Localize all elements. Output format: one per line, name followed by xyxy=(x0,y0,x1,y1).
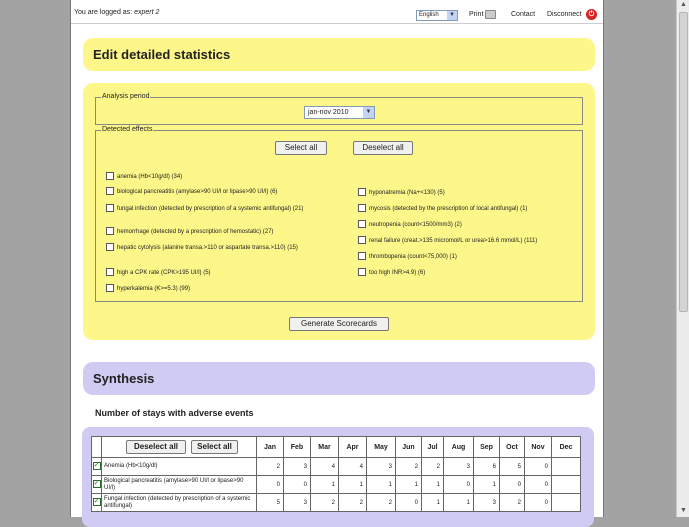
effect-label: hepatic cytolysis (alanine transa.>110 or aspartate transa.>110) (15) xyxy=(117,245,298,251)
top-bar xyxy=(71,0,604,24)
print-link[interactable]: Print xyxy=(469,11,484,18)
effect-label: hyperkalemia (K>=5.3) (99) xyxy=(117,286,191,292)
table-cell: 0 xyxy=(500,476,525,494)
effect-label: too high INR>4.9) (6) xyxy=(369,270,426,276)
table-cell: 3 xyxy=(284,458,311,476)
effect-checkbox[interactable] xyxy=(106,284,114,292)
table-cell: 2 xyxy=(422,458,444,476)
table-cell: 5 xyxy=(257,494,284,512)
month-header: Jul xyxy=(422,437,444,458)
analysis-period-legend: Analysis period xyxy=(102,93,150,100)
language-select[interactable]: English ▼ xyxy=(416,10,458,21)
table-cell: 2 xyxy=(257,458,284,476)
table-cell: 0 xyxy=(284,476,311,494)
table-cell: 6 xyxy=(474,458,500,476)
table-cell: 0 xyxy=(444,476,474,494)
table-cell: 0 xyxy=(396,494,422,512)
table-cell: 0 xyxy=(525,476,552,494)
table-cell xyxy=(552,494,581,512)
month-header: Jun xyxy=(396,437,422,458)
table-cell: 1 xyxy=(396,476,422,494)
effect-checkbox[interactable] xyxy=(358,188,366,196)
table-cell: 2 xyxy=(339,494,367,512)
effect-label: hemorrhage (detected by a prescription of hemostatic) (27) xyxy=(117,229,274,235)
chevron-down-icon: ▼ xyxy=(363,107,374,118)
effect-label: neutropenia (count<1500/mm3) (2) xyxy=(369,222,462,228)
edit-stats-title: Edit detailed statistics xyxy=(83,38,595,71)
effect-label: high a CPK rate (CPK>195 UI/l) (5) xyxy=(117,270,211,276)
row-checkbox[interactable] xyxy=(93,480,101,488)
chevron-down-icon: ▼ xyxy=(447,11,457,20)
effect-label: anemia (Hb<10g/dl) (34) xyxy=(117,174,183,180)
analysis-period-select[interactable]: jan-nov 2010 ▼ xyxy=(304,106,375,119)
table-cell: 0 xyxy=(257,476,284,494)
month-header: Feb xyxy=(284,437,311,458)
effect-label: mycosis (detected by the prescription of local antifungal) (1) xyxy=(369,206,528,212)
detected-effects-legend: Detected effects xyxy=(102,126,153,133)
power-icon[interactable]: ⏻ xyxy=(586,9,597,20)
table-cell: 1 xyxy=(422,494,444,512)
month-header: Aug xyxy=(444,437,474,458)
table-cell: 1 xyxy=(422,476,444,494)
effect-checkbox[interactable] xyxy=(358,204,366,212)
deselect-all-button[interactable]: Deselect all xyxy=(353,141,413,155)
table-cell: 1 xyxy=(311,476,339,494)
table-row xyxy=(92,494,581,512)
synthesis-subtitle: Number of stays with adverse events xyxy=(95,408,254,418)
table-cell: 2 xyxy=(396,458,422,476)
adverse-events-table xyxy=(91,436,581,512)
table-cell: 3 xyxy=(284,494,311,512)
table-cell: 3 xyxy=(367,458,396,476)
month-header: Dec xyxy=(552,437,581,458)
row-label: Biological pancreatitis (amylase>90 UI/l or lipase>90 UI/l) xyxy=(102,476,257,494)
scroll-up-icon[interactable]: ▲ xyxy=(680,1,687,8)
effect-checkbox[interactable] xyxy=(358,220,366,228)
table-deselect-all-button[interactable]: Deselect all xyxy=(126,440,186,454)
effect-label: thrombopenia (count<75,000) (1) xyxy=(369,254,457,260)
disconnect-link[interactable]: Disconnect xyxy=(547,11,582,18)
table-cell: 4 xyxy=(339,458,367,476)
logged-as-text: You are logged as: expert 2 xyxy=(74,9,160,16)
effect-checkbox[interactable] xyxy=(106,227,114,235)
table-cell: 2 xyxy=(500,494,525,512)
table-cell: 1 xyxy=(474,476,500,494)
table-cell: 1 xyxy=(367,476,396,494)
effect-label: fungal infection (detected by prescription of a systemic antifungal) (21) xyxy=(117,206,304,212)
table-cell xyxy=(552,458,581,476)
scroll-thumb[interactable] xyxy=(679,12,688,312)
table-actions-header xyxy=(102,437,257,458)
table-cell: 1 xyxy=(444,494,474,512)
row-checkbox[interactable] xyxy=(93,462,101,470)
effect-label: renal failure (creat.>135 micromol/L or urea>16.6 mmol/L) (111) xyxy=(369,238,538,244)
synthesis-title: Synthesis xyxy=(83,362,595,395)
effect-checkbox[interactable] xyxy=(358,268,366,276)
table-cell: 4 xyxy=(311,458,339,476)
row-label: Fungal infection (detected by prescription of a systemic antifungal) xyxy=(102,494,257,512)
table-header-row xyxy=(92,437,581,458)
select-all-button[interactable]: Select all xyxy=(275,141,327,155)
effect-checkbox[interactable] xyxy=(358,236,366,244)
month-header: Jan xyxy=(257,437,284,458)
table-cell: 1 xyxy=(339,476,367,494)
row-checkbox[interactable] xyxy=(93,498,101,506)
month-header: May xyxy=(367,437,396,458)
table-cell: 2 xyxy=(311,494,339,512)
table-cell: 5 xyxy=(500,458,525,476)
month-header: Nov xyxy=(525,437,552,458)
effect-checkbox[interactable] xyxy=(106,268,114,276)
table-cell: 0 xyxy=(525,458,552,476)
table-cell: 0 xyxy=(525,494,552,512)
username: expert 2 xyxy=(134,9,160,16)
vertical-scrollbar[interactable] xyxy=(676,0,689,517)
table-cell xyxy=(552,476,581,494)
table-row xyxy=(92,458,581,476)
effect-label: biological pancreatitis (amylase>90 UI/l or lipase>90 UI/l) (6) xyxy=(117,189,278,195)
month-header: Oct xyxy=(500,437,525,458)
contact-link[interactable]: Contact xyxy=(511,11,536,18)
month-header: Mar xyxy=(311,437,339,458)
table-select-all-button[interactable]: Select all xyxy=(191,440,238,454)
month-header: Apr xyxy=(339,437,367,458)
table-row xyxy=(92,476,581,494)
generate-scorecards-button[interactable]: Generate Scorecards xyxy=(289,317,389,331)
month-header: Sep xyxy=(474,437,500,458)
effect-checkbox[interactable] xyxy=(106,187,114,195)
row-label: Anemia (Hb<10g/dl) xyxy=(102,458,257,476)
table-cell: 3 xyxy=(474,494,500,512)
effect-checkbox[interactable] xyxy=(106,172,114,180)
table-cell: 3 xyxy=(444,458,474,476)
scroll-down-icon[interactable]: ▼ xyxy=(680,507,687,514)
table-cell: 2 xyxy=(367,494,396,512)
effect-label: hyponatremia (Na+<130) (5) xyxy=(369,190,445,196)
effect-checkbox[interactable] xyxy=(358,252,366,260)
printer-icon[interactable] xyxy=(485,10,496,19)
